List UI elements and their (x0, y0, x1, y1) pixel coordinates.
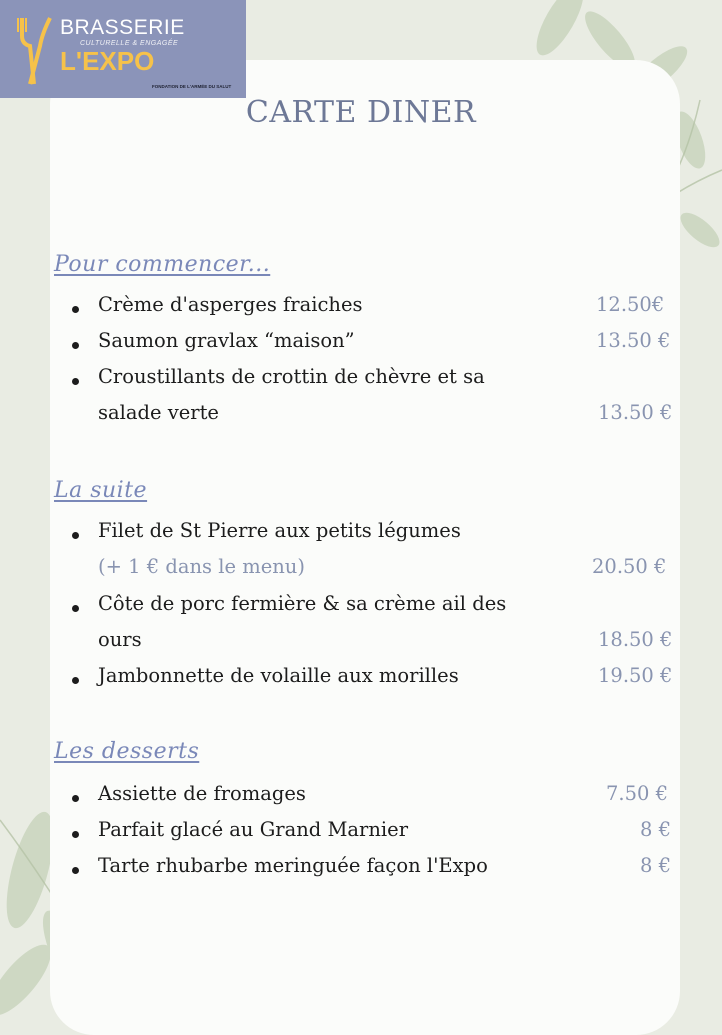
item-note: (+ 1 € dans le menu) (98, 555, 305, 578)
item-price: 13.50 € (596, 329, 671, 352)
item-price: 8 € (640, 854, 672, 877)
bullet (72, 605, 79, 612)
bullet (72, 378, 79, 385)
item-price: 18.50 € (598, 628, 673, 651)
item-name: Saumon gravlax “maison” (98, 329, 355, 352)
bullet (72, 342, 79, 349)
item-name: Jambonnette de volaille aux morilles (98, 664, 459, 687)
section-title-desserts: Les desserts (54, 739, 200, 764)
section-title-mains: La suite (54, 478, 148, 503)
section-title-starters: Pour commencer... (54, 252, 271, 277)
bullet (72, 677, 79, 684)
bullet (72, 306, 79, 313)
bullet (72, 867, 79, 874)
bullet (72, 831, 79, 838)
item-price: 19.50 € (598, 664, 673, 687)
brand-expo: L'EXPO (60, 46, 155, 76)
item-name: Côte de porc fermière & sa crème ail des (98, 592, 507, 615)
item-name: Parfait glacé au Grand Marnier (98, 818, 409, 841)
item-price: 12.50€ (596, 293, 665, 316)
item-price: 13.50 € (598, 401, 673, 424)
item-name: Assiette de fromages (98, 782, 306, 805)
bullet (72, 532, 79, 539)
item-name: Filet de St Pierre aux petits légumes (98, 519, 461, 542)
brand-logo (0, 0, 246, 98)
brand-foundation: FONDATION DE L'ARMÉE DU SALUT (152, 84, 232, 89)
item-name-cont: ours (98, 628, 142, 651)
bullet (72, 795, 79, 802)
item-price: 8 € (640, 818, 672, 841)
menu-card (50, 60, 680, 1035)
item-name: Croustillants de crottin de chèvre et sa (98, 365, 485, 388)
fork-knife-logo-icon (16, 14, 56, 86)
item-price: 20.50 € (592, 555, 667, 578)
item-name: Crème d'asperges fraiches (98, 293, 363, 316)
item-price: 7.50 € (606, 782, 669, 805)
item-name: Tarte rhubarbe meringuée façon l'Expo (98, 854, 488, 877)
brand-tagline: CULTURELLE & ENGAGÉE (80, 40, 179, 47)
brand-name: BRASSERIE (60, 16, 185, 39)
item-name-cont: salade verte (98, 401, 219, 424)
menu-title: CARTE DINER (245, 95, 477, 130)
